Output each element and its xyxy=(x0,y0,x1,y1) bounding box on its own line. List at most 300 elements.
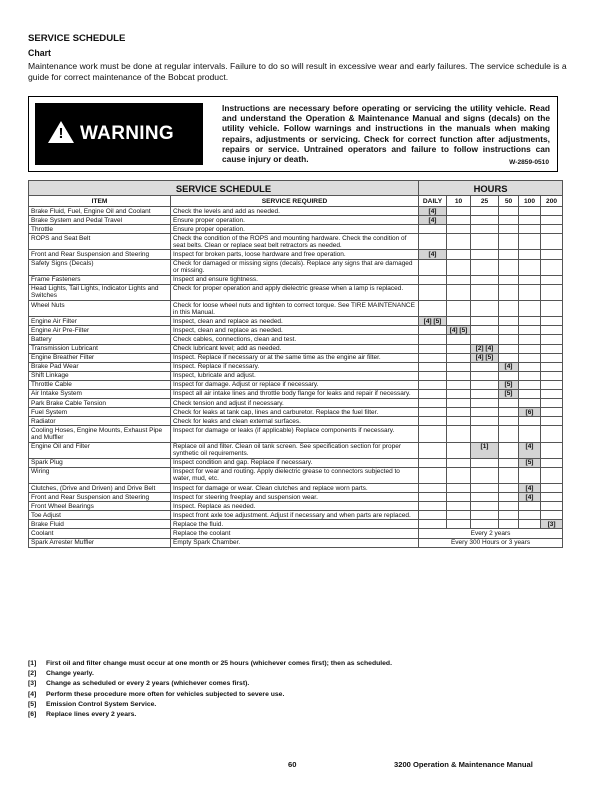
row-hour-cell xyxy=(471,520,499,529)
row-service: Empty Spark Chamber. xyxy=(171,538,419,547)
row-hour-cell xyxy=(447,362,471,371)
row-hour-cell xyxy=(541,389,563,398)
table-row xyxy=(29,216,563,225)
row-service: Inspect for steering freeplay and suspension wear. xyxy=(171,493,419,502)
row-hour-cell xyxy=(541,326,563,335)
row-hour-cell xyxy=(541,484,563,493)
row-hour-cell xyxy=(419,275,447,284)
row-hour-cell xyxy=(447,389,471,398)
row-hour-cell xyxy=(519,426,541,442)
row-hour-cell xyxy=(541,275,563,284)
row-hour-cell: [6] xyxy=(519,408,541,417)
column-header-200: 200 xyxy=(541,196,563,207)
column-header-50: 50 xyxy=(499,196,519,207)
row-hour-cell xyxy=(541,284,563,300)
intro-paragraph: Maintenance work must be done at regular intervals. Failure to do so will result in excessive wear and early failures. The service schedule is a guide for correct maintenance of the Bobcat product. xyxy=(28,61,567,83)
row-item: Transmission Lubricant xyxy=(29,344,171,353)
row-service: Check for leaks and clean external surfaces. xyxy=(171,417,419,426)
row-hour-cell xyxy=(541,207,563,216)
row-item: Park Brake Cable Tension xyxy=(29,399,171,408)
table-row xyxy=(29,326,563,335)
row-hour-cell xyxy=(447,259,471,275)
footnote xyxy=(28,690,392,700)
row-hour-cell: [4] xyxy=(419,207,447,216)
row-item: Toe Adjust xyxy=(29,511,171,520)
row-hour-cell xyxy=(499,335,519,344)
row-hour-cell xyxy=(541,216,563,225)
row-hour-cell xyxy=(447,317,471,326)
row-hour-cell xyxy=(541,250,563,259)
row-hour-cell xyxy=(471,326,499,335)
row-service: Ensure proper operation. xyxy=(171,225,419,234)
row-service: Inspect. Replace as needed. xyxy=(171,502,419,511)
table-row xyxy=(29,207,563,216)
row-hour-cell xyxy=(541,317,563,326)
warning-box xyxy=(28,96,558,172)
footnote xyxy=(28,669,392,679)
row-hour-cell xyxy=(499,371,519,380)
warning-label: WARNING xyxy=(80,123,174,144)
footnote-text: Replace lines every 2 years. xyxy=(46,711,137,719)
row-interval: Every 2 years xyxy=(419,529,563,538)
row-hour-cell xyxy=(447,467,471,483)
row-hour-cell xyxy=(499,408,519,417)
row-item: Coolant xyxy=(29,529,171,538)
row-hour-cell xyxy=(447,493,471,502)
row-hour-cell xyxy=(447,207,471,216)
row-hour-cell xyxy=(519,389,541,398)
warning-code: W-2859-0510 xyxy=(509,159,549,166)
row-service: Check for loose wheel nuts and tighten to correct torque. See TIRE MAINTENANCE in this Manual. xyxy=(171,301,419,317)
row-hour-cell xyxy=(499,467,519,483)
page-subheading: Chart xyxy=(28,48,51,58)
row-hour-cell xyxy=(499,511,519,520)
row-hour-cell xyxy=(419,399,447,408)
row-hour-cell xyxy=(519,511,541,520)
row-hour-cell xyxy=(447,442,471,458)
row-hour-cell xyxy=(419,442,447,458)
row-service: Inspect all air intake lines and throttle body flange for leaks and repair if necessary. xyxy=(171,389,419,398)
row-item: Brake Fluid xyxy=(29,520,171,529)
row-hour-cell xyxy=(447,335,471,344)
row-hour-cell xyxy=(541,426,563,442)
row-hour-cell xyxy=(419,234,447,250)
row-item: Front and Rear Suspension and Steering xyxy=(29,250,171,259)
row-hour-cell xyxy=(541,225,563,234)
row-hour-cell xyxy=(541,493,563,502)
row-hour-cell: [5] xyxy=(499,380,519,389)
row-hour-cell xyxy=(419,493,447,502)
column-header-service: SERVICE REQUIRED xyxy=(171,196,419,207)
row-hour-cell xyxy=(419,511,447,520)
row-hour-cell xyxy=(499,216,519,225)
row-hour-cell xyxy=(419,502,447,511)
row-hour-cell xyxy=(447,250,471,259)
row-hour-cell xyxy=(499,458,519,467)
row-hour-cell xyxy=(471,207,499,216)
row-hour-cell xyxy=(471,511,499,520)
footnote-number: [2] xyxy=(28,670,37,678)
row-hour-cell xyxy=(541,467,563,483)
row-hour-cell xyxy=(499,275,519,284)
row-hour-cell xyxy=(447,344,471,353)
row-hour-cell xyxy=(519,207,541,216)
row-hour-cell: [4] [5] xyxy=(471,353,499,362)
row-service: Inspect for damage or wear. Clean clutches and replace worn parts. xyxy=(171,484,419,493)
row-hour-cell xyxy=(499,520,519,529)
row-hour-cell xyxy=(471,335,499,344)
row-hour-cell xyxy=(541,380,563,389)
footnote-number: [1] xyxy=(28,660,37,667)
row-hour-cell xyxy=(419,408,447,417)
row-hour-cell xyxy=(499,484,519,493)
row-hour-cell xyxy=(447,502,471,511)
row-hour-cell xyxy=(471,380,499,389)
row-service: Check for proper operation and apply dielectric grease when a lamp is replaced. xyxy=(171,284,419,300)
row-hour-cell xyxy=(471,317,499,326)
row-hour-cell xyxy=(499,317,519,326)
table-row xyxy=(29,275,563,284)
table-row xyxy=(29,259,563,275)
row-hour-cell xyxy=(519,380,541,389)
row-hour-cell xyxy=(519,234,541,250)
row-hour-cell: [4] xyxy=(419,216,447,225)
table-row xyxy=(29,301,563,317)
row-hour-cell xyxy=(499,442,519,458)
row-service: Check for leaks at tank cap, lines and carburetor. Replace the fuel filter. xyxy=(171,408,419,417)
row-hour-cell xyxy=(519,335,541,344)
row-hour-cell xyxy=(499,502,519,511)
row-hour-cell: [4] xyxy=(519,442,541,458)
row-item: Wiring xyxy=(29,467,171,483)
row-hour-cell xyxy=(471,259,499,275)
hours-title: HOURS xyxy=(419,181,563,196)
row-hour-cell xyxy=(541,502,563,511)
footnote-number: [3] xyxy=(28,680,37,688)
row-hour-cell xyxy=(419,353,447,362)
row-hour-cell xyxy=(419,467,447,483)
row-hour-cell xyxy=(541,417,563,426)
row-hour-cell xyxy=(499,225,519,234)
row-hour-cell xyxy=(447,284,471,300)
page-number: 60 xyxy=(288,760,297,769)
column-header-daily: DAILY xyxy=(419,196,447,207)
row-hour-cell xyxy=(419,301,447,317)
table-row xyxy=(29,317,563,326)
row-hour-cell xyxy=(471,408,499,417)
row-hour-cell xyxy=(519,467,541,483)
table-row xyxy=(29,380,563,389)
row-hour-cell xyxy=(471,426,499,442)
row-hour-cell xyxy=(541,371,563,380)
row-hour-cell: [2] [4] xyxy=(471,344,499,353)
row-service: Inspect for broken parts, loose hardware and free operation. xyxy=(171,250,419,259)
row-hour-cell xyxy=(519,216,541,225)
row-hour-cell xyxy=(419,284,447,300)
row-service: Check the levels and add as needed. xyxy=(171,207,419,216)
table-row xyxy=(29,520,563,529)
row-item: Front and Rear Suspension and Steering xyxy=(29,493,171,502)
footnote-text: Emission Control System Service. xyxy=(46,700,157,708)
row-hour-cell xyxy=(471,458,499,467)
row-item: Safety Signs (Decals) xyxy=(29,259,171,275)
row-hour-cell xyxy=(471,284,499,300)
row-hour-cell xyxy=(499,399,519,408)
row-hour-cell xyxy=(471,225,499,234)
row-hour-cell: [4] [5] xyxy=(447,326,471,335)
row-hour-cell xyxy=(471,362,499,371)
footnote-number: [4] xyxy=(28,690,37,698)
row-hour-cell xyxy=(419,520,447,529)
table-row xyxy=(29,442,563,458)
row-hour-cell xyxy=(519,225,541,234)
row-hour-cell xyxy=(419,484,447,493)
row-hour-cell xyxy=(471,493,499,502)
table-row xyxy=(29,493,563,502)
row-service: Inspect. Replace if necessary. xyxy=(171,362,419,371)
row-hour-cell: [4] xyxy=(519,484,541,493)
table-row xyxy=(29,284,563,300)
row-service: Ensure proper operation. xyxy=(171,216,419,225)
row-hour-cell xyxy=(519,417,541,426)
row-hour-cell xyxy=(499,353,519,362)
row-hour-cell xyxy=(447,417,471,426)
table-row xyxy=(29,250,563,259)
row-hour-cell xyxy=(471,484,499,493)
row-hour-cell: [5] xyxy=(499,389,519,398)
table-row xyxy=(29,502,563,511)
row-item: Frame Fasteners xyxy=(29,275,171,284)
column-header-item: ITEM xyxy=(29,196,171,207)
row-hour-cell xyxy=(447,399,471,408)
row-hour-cell xyxy=(447,216,471,225)
row-hour-cell xyxy=(541,344,563,353)
row-hour-cell xyxy=(519,326,541,335)
row-hour-cell xyxy=(419,380,447,389)
row-item: Cooling Hoses, Engine Mounts, Exhaust Pipe and Muffler xyxy=(29,426,171,442)
footnote xyxy=(28,700,392,710)
row-service: Replace the coolant xyxy=(171,529,419,538)
row-hour-cell xyxy=(541,362,563,371)
footnote xyxy=(28,679,392,689)
row-service: Replace the fluid. xyxy=(171,520,419,529)
footnote-number: [6] xyxy=(28,711,37,719)
row-hour-cell xyxy=(447,511,471,520)
row-service: Check cables, connections, clean and test. xyxy=(171,335,419,344)
table-row xyxy=(29,335,563,344)
row-item: Spark Plug xyxy=(29,458,171,467)
column-header-100: 100 xyxy=(519,196,541,207)
row-hour-cell xyxy=(447,234,471,250)
row-service: Check for damaged or missing signs (decals). Replace any signs that are damaged or missing. xyxy=(171,259,419,275)
table-row xyxy=(29,458,563,467)
row-service: Inspect, clean and replace as needed. xyxy=(171,317,419,326)
warning-text: Instructions are necessary before operating or servicing the utility vehicle. Read and understand the Operation & Maintenance Manual and signs (decals) on the utility vehicle. Follow warnings and instructions in the manuals when making repairs, adjustments or servicing. Check for correct function after adjustments, repairs or service. Untrained operators and failure to follow instructions can cause injury or death. xyxy=(222,103,550,165)
row-hour-cell xyxy=(471,389,499,398)
table-row xyxy=(29,529,563,538)
row-hour-cell xyxy=(447,520,471,529)
table-row xyxy=(29,234,563,250)
row-hour-cell xyxy=(419,458,447,467)
row-hour-cell xyxy=(519,399,541,408)
row-hour-cell xyxy=(499,207,519,216)
row-item: Engine Oil and Filter xyxy=(29,442,171,458)
column-header-10: 10 xyxy=(447,196,471,207)
footnote-number: [5] xyxy=(28,700,37,708)
row-hour-cell xyxy=(447,301,471,317)
row-hour-cell: [4] xyxy=(519,493,541,502)
table-row xyxy=(29,344,563,353)
row-item: Air Intake System xyxy=(29,389,171,398)
table-row xyxy=(29,225,563,234)
row-hour-cell xyxy=(447,426,471,442)
row-hour-cell xyxy=(541,399,563,408)
row-hour-cell xyxy=(447,408,471,417)
row-hour-cell xyxy=(471,216,499,225)
row-hour-cell xyxy=(519,301,541,317)
table-row xyxy=(29,484,563,493)
row-hour-cell xyxy=(419,389,447,398)
row-hour-cell xyxy=(419,344,447,353)
row-item: Brake System and Pedal Travel xyxy=(29,216,171,225)
row-hour-cell xyxy=(419,417,447,426)
table-row xyxy=(29,389,563,398)
row-hour-cell xyxy=(541,335,563,344)
row-service: Check lubricant level; add as needed. xyxy=(171,344,419,353)
row-hour-cell: [1] xyxy=(471,442,499,458)
footnote xyxy=(28,659,392,669)
row-hour-cell xyxy=(419,426,447,442)
row-hour-cell xyxy=(471,417,499,426)
row-hour-cell xyxy=(541,458,563,467)
row-hour-cell xyxy=(499,493,519,502)
row-hour-cell xyxy=(447,371,471,380)
row-item: Brake Pad Wear xyxy=(29,362,171,371)
row-service: Inspect. Replace if necessary or at the same time as the engine air filter. xyxy=(171,353,419,362)
footnote-text: Change yearly. xyxy=(46,670,94,678)
row-item: Brake Fluid, Fuel, Engine Oil and Coolant xyxy=(29,207,171,216)
footnotes xyxy=(28,659,392,720)
row-hour-cell xyxy=(499,259,519,275)
row-item: Spark Arrester Muffler xyxy=(29,538,171,547)
row-item: Engine Air Filter xyxy=(29,317,171,326)
row-service: Inspect for wear and routing. Apply dielectric grease to connectors subjected to water, mud, etc. xyxy=(171,467,419,483)
row-hour-cell xyxy=(447,275,471,284)
row-service: Check the condition of the ROPS and mounting hardware. Check the condition of seat belts. Clean or replace seat belt retractors as needed. xyxy=(171,234,419,250)
row-hour-cell: [5] xyxy=(519,458,541,467)
row-hour-cell xyxy=(519,250,541,259)
row-hour-cell xyxy=(447,484,471,493)
row-hour-cell xyxy=(471,502,499,511)
row-hour-cell xyxy=(541,408,563,417)
row-hour-cell xyxy=(499,250,519,259)
row-hour-cell xyxy=(447,353,471,362)
row-hour-cell xyxy=(519,344,541,353)
row-item: ROPS and Seat Belt xyxy=(29,234,171,250)
service-schedule-table xyxy=(28,180,563,548)
row-hour-cell xyxy=(419,371,447,380)
row-hour-cell xyxy=(541,234,563,250)
column-header-25: 25 xyxy=(471,196,499,207)
row-hour-cell xyxy=(499,234,519,250)
footnote xyxy=(28,710,392,720)
row-hour-cell xyxy=(519,371,541,380)
table-row xyxy=(29,538,563,547)
row-service: Inspect and ensure tightness. xyxy=(171,275,419,284)
row-hour-cell: [4] xyxy=(499,362,519,371)
row-hour-cell xyxy=(419,335,447,344)
row-hour-cell xyxy=(519,520,541,529)
row-hour-cell xyxy=(519,502,541,511)
row-hour-cell xyxy=(541,259,563,275)
row-hour-cell xyxy=(471,371,499,380)
row-hour-cell xyxy=(471,275,499,284)
row-hour-cell: [3] xyxy=(541,520,563,529)
row-hour-cell xyxy=(447,458,471,467)
table-row xyxy=(29,417,563,426)
footnote-text: Perform these procedure more often for vehicles subjected to severe use. xyxy=(46,690,285,698)
table-row xyxy=(29,353,563,362)
row-item: Throttle Cable xyxy=(29,380,171,389)
table-row xyxy=(29,399,563,408)
exclamation-icon: ! xyxy=(58,125,64,142)
footnote-text: First oil and filter change must occur at one month or 25 hours (whichever comes first); then as scheduled. xyxy=(46,660,392,667)
row-item: Head Lights, Tail Lights, Indicator Lights and Switches xyxy=(29,284,171,300)
row-item: Shift Linkage xyxy=(29,371,171,380)
table-row xyxy=(29,362,563,371)
row-hour-cell xyxy=(541,353,563,362)
row-hour-cell xyxy=(519,275,541,284)
row-service: Inspect front axle toe adjustment. Adjust if necessary and when parts are replaced. xyxy=(171,511,419,520)
warning-label-block xyxy=(35,103,203,165)
row-hour-cell: [4] xyxy=(419,250,447,259)
row-hour-cell xyxy=(499,344,519,353)
row-hour-cell xyxy=(499,417,519,426)
table-row xyxy=(29,426,563,442)
row-service: Check tension and adjust if necessary. xyxy=(171,399,419,408)
row-hour-cell xyxy=(499,426,519,442)
row-hour-cell: [4] [5] xyxy=(419,317,447,326)
table-row xyxy=(29,511,563,520)
row-hour-cell xyxy=(419,362,447,371)
row-hour-cell xyxy=(519,362,541,371)
table-body xyxy=(29,207,563,548)
manual-title: 3200 Operation & Maintenance Manual xyxy=(394,760,533,769)
row-item: Radiator xyxy=(29,417,171,426)
row-hour-cell xyxy=(471,301,499,317)
row-item: Front Wheel Bearings xyxy=(29,502,171,511)
row-hour-cell xyxy=(519,317,541,326)
table-row xyxy=(29,371,563,380)
row-service: Inspect for damage or leaks (if applicable) Replace components if necessary. xyxy=(171,426,419,442)
row-hour-cell xyxy=(541,511,563,520)
table-row xyxy=(29,408,563,417)
row-item: Fuel System xyxy=(29,408,171,417)
row-hour-cell xyxy=(447,380,471,389)
row-hour-cell xyxy=(499,301,519,317)
row-hour-cell xyxy=(499,326,519,335)
row-hour-cell xyxy=(447,225,471,234)
row-service: Replace oil and filter. Clean oil tank screen. See specification section for proper synthetic oil requirements. xyxy=(171,442,419,458)
row-item: Wheel Nuts xyxy=(29,301,171,317)
row-service: Inspect, lubricate and adjust. xyxy=(171,371,419,380)
table-title: SERVICE SCHEDULE xyxy=(29,181,419,196)
row-hour-cell xyxy=(499,284,519,300)
row-hour-cell xyxy=(471,234,499,250)
footnote-text: Change as scheduled or every 2 years (whichever comes first). xyxy=(46,680,250,688)
row-hour-cell xyxy=(471,467,499,483)
row-item: Battery xyxy=(29,335,171,344)
